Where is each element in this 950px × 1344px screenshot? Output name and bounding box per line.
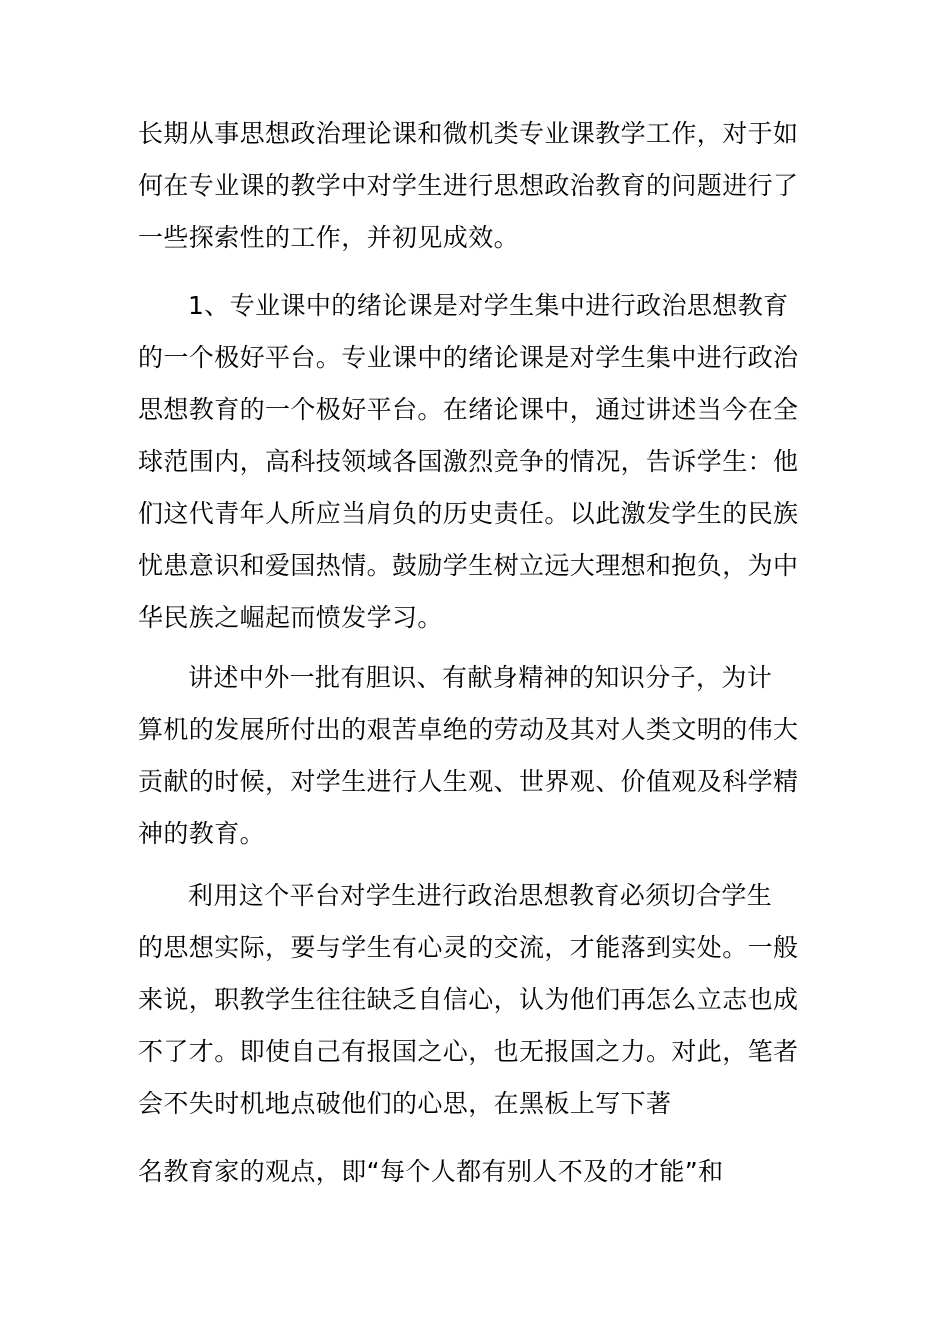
text-line: 讲述中外一批有胆识、有献身精神的知识分子，为计 [188,663,773,692]
text-line: 们这代青年人所应当肩负的历史责任。以此激发学生的民族 [138,499,799,528]
text-line: 何在专业课的教学中对学生进行思想政治教育的问题进行了 [138,171,799,200]
text-line: 来说，职教学生往往缺乏自信心，认为他们再怎么立志也成 [138,985,799,1014]
text-line: 思想教育的一个极好平台。在绪论课中，通过讲述当今在全 [138,395,799,424]
text-line: 的一个极好平台。专业课中的绪论课是对学生集中进行政治 [138,343,799,372]
text-line: 一些探索性的工作，并初见成效。 [138,223,520,252]
text-line: 华民族之崛起而愤发学习。 [138,603,443,632]
text-line: 神的教育。 [138,819,266,848]
text-line: 算机的发展所付出的艰苦卓绝的劳动及其对人类文明的伟大 [138,715,799,744]
text-line: 贡献的时候，对学生进行人生观、世界观、价值观及科学精 [138,767,799,796]
text-line: 1、专业课中的绪论课是对学生集中进行政治思想教育 [188,291,789,320]
text-line: 不了才。即使自己有报国之心，也无报国之力。对此，笔者 [138,1037,799,1066]
text-line: 球范围内，高科技领域各国激烈竞争的情况，告诉学生：他 [138,447,799,476]
paragraph-intro [138,108,818,264]
text-line: 利用这个平台对学生进行政治思想教育必须切合学生 [188,881,773,910]
text-line: 忧患意识和爱国热情。鼓励学生树立远大理想和抱负，为中 [138,551,799,580]
paragraph-scientists [138,652,818,860]
text-line: 长期从事思想政治理论课和微机类专业课教学工作，对于如 [138,119,799,148]
text-line: 会不失时机地点破他们的心思，在黑板上写下著 [138,1089,672,1118]
paragraph-section-1 [138,280,818,644]
text-line: 的思想实际，要与学生有心灵的交流，才能落到实处。一般 [138,933,799,962]
paragraph-platform [138,870,818,1130]
text-line: 名教育家的观点，即“每个人都有别人不及的才能”和 [138,1157,724,1186]
paragraph-continuation [138,1146,818,1198]
